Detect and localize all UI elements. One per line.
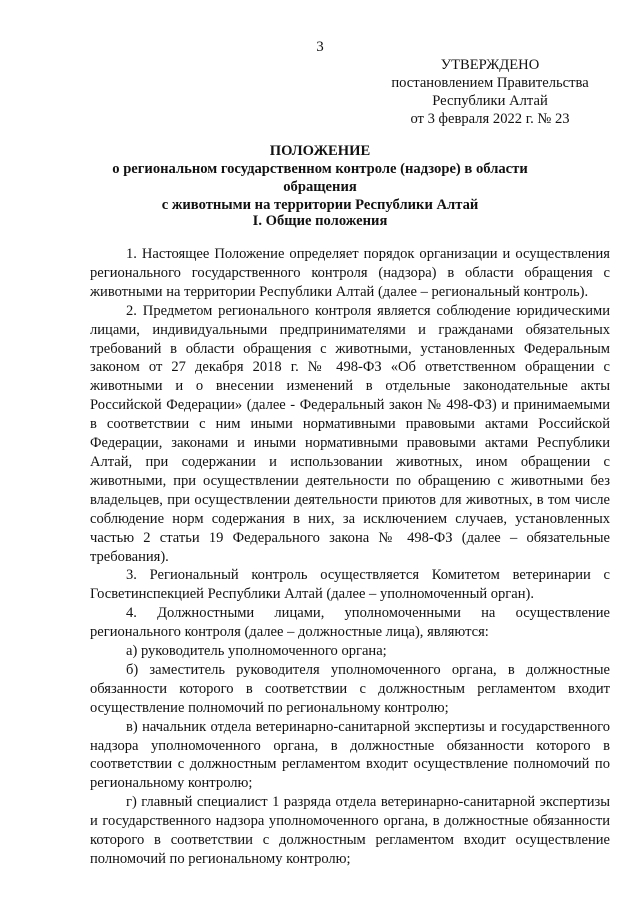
paragraph-4c: в) начальник отдела ветеринарно-санитарной экспертизы и государственного надзора уполномоченного органа, в должностные обязанности которого в соответствии с должностным регламентом входит осуществление полномочий по региональному контролю; bbox=[90, 718, 610, 792]
paragraph-2: 2. Предметом регионального контроля является соблюдение юридическими лицами, индивидуальными предпринимателями и гражданами обязательных требований в области обращения с животными, установленных Федеральным законом от 27 декабря 2018 г. № 498-ФЗ «Об ответственном обращении с животными и о внесении изменений в отдельные законодательные акты Российской Федерации» (далее - Федеральный закон № 498-ФЗ) и принимаемыми в соответствии с ним иными нормативными правовыми актами Российской Федерации, законами и иными нормативными правовыми актами Республики Алтай, при содержании и использовании животных, ином обращении с животными, при осуществлении деятельности по обращению с животными без владельцев, при осуществлении деятельности приютов для животных, в том числе соблюдение норм содержания в них, за исключением случаев, установленных частью 2 статьи 19 Федерального закона № 498-ФЗ (далее – обязательные требования). bbox=[90, 302, 610, 565]
paragraph-4a: а) руководитель уполномоченного органа; bbox=[126, 643, 387, 660]
paragraph-3: 3. Региональный контроль осуществляется Комитетом ветеринарии с Госветинспекцией Республики Алтай (далее – уполномоченный орган). bbox=[90, 567, 610, 603]
paragraph-1: 1. Настоящее Положение определяет порядок организации и осуществления регионального государственного контроля (надзора) в области обращения с животными на территории Республики Алтай (далее – региональный контроль). bbox=[90, 246, 610, 300]
paragraph-4b: б) заместитель руководителя уполномоченного органа, в должностные обязанности которого в соответствии с должностным регламентом входит осуществление полномочий по региональному контролю; bbox=[90, 661, 610, 716]
approval-head: УТВЕРЖДЕНО bbox=[440, 57, 540, 73]
approval-line-1: постановлением Правительства bbox=[391, 75, 589, 91]
title-line-3: с животными на территории Республики Алтай bbox=[161, 197, 479, 213]
paragraph-4: 4. Должностными лицами, уполномоченными на осуществление регионального контроля (далее – должностные лица), являются: bbox=[90, 605, 610, 641]
page-number: 3 bbox=[316, 39, 324, 55]
paragraph-4d: г) главный специалист 1 разряда отдела ветеринарно-санитарной экспертизы и государственного надзора уполномоченного органа, в должностные обязанности которого в соответствии с должностным регламентом входит осуществление полномочий по региональному контролю; bbox=[90, 794, 610, 867]
approval-stamp bbox=[370, 56, 610, 128]
document-body bbox=[90, 245, 610, 869]
document-title bbox=[80, 142, 560, 214]
approval-line-2: Республики Алтай bbox=[432, 93, 548, 109]
section-heading: I. Общие положения bbox=[252, 213, 388, 229]
approval-line-3: от 3 февраля 2022 г. № 23 bbox=[410, 111, 570, 127]
title-line-1: ПОЛОЖЕНИЕ bbox=[269, 143, 371, 159]
title-line-2: о региональном государственном контроле (надзоре) в области обращения bbox=[112, 161, 528, 195]
